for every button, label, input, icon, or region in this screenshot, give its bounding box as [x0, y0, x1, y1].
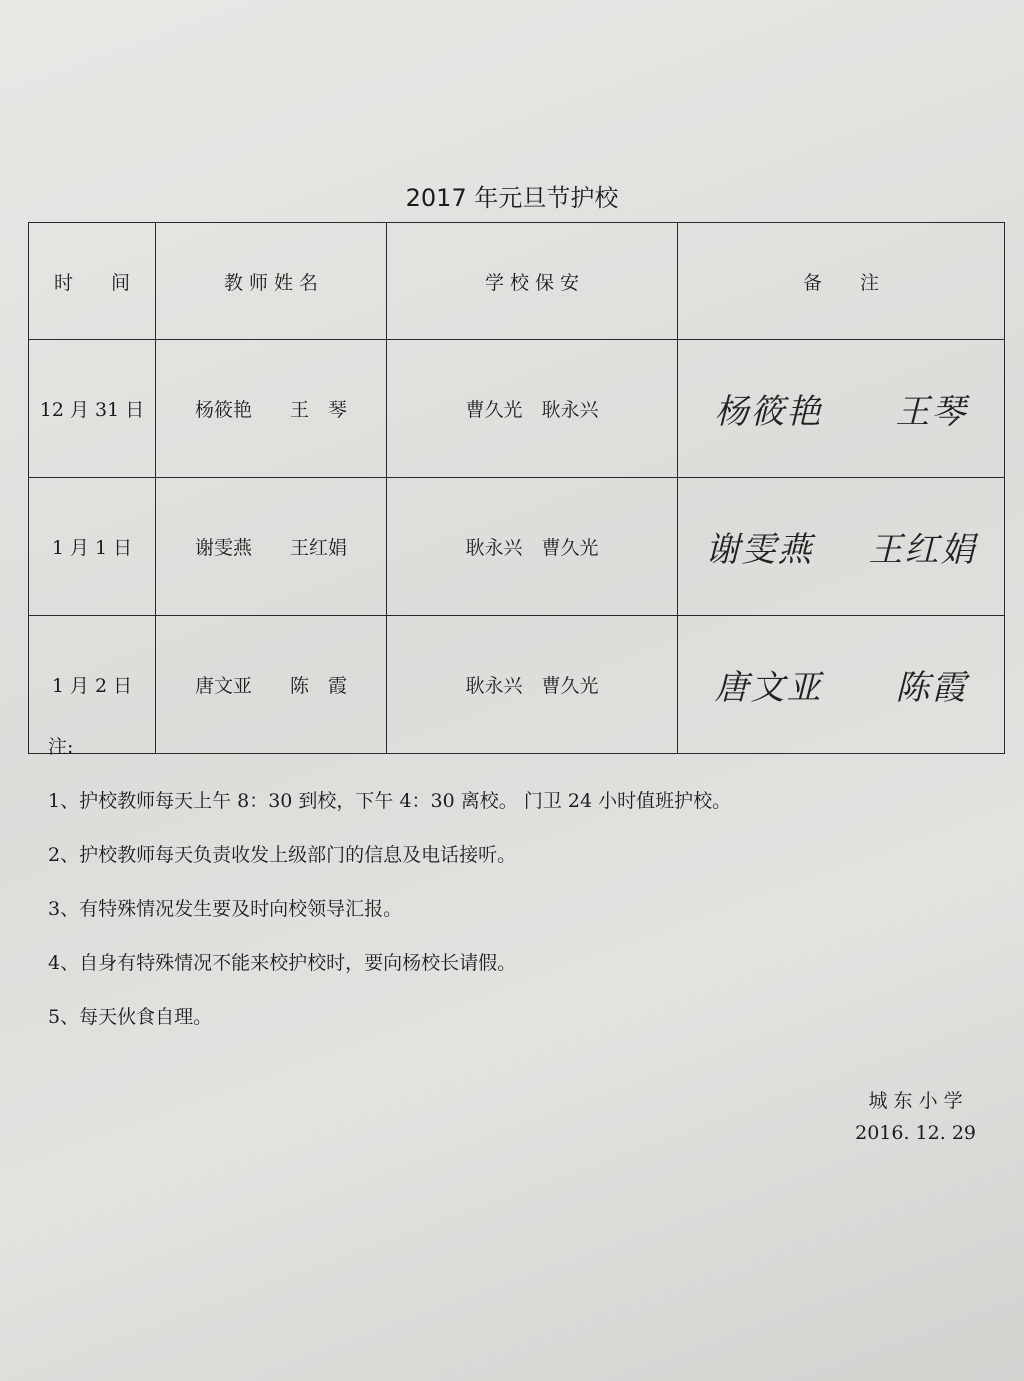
header-time: 时 间	[29, 223, 156, 340]
handwritten-signature: 杨筱艳	[714, 392, 823, 432]
note-item: 2、护校教师每天负责收发上级部门的信息及电话接听。	[48, 844, 517, 866]
row-date: 1 月 2 日	[29, 616, 156, 754]
row-signatures	[678, 478, 1005, 616]
header-guards: 学 校 保 安	[387, 223, 678, 340]
school-name: 城 东 小 学	[868, 1090, 963, 1112]
document-date: 2016. 12. 29	[855, 1122, 976, 1144]
row-guards: 耿永兴 曹久光	[387, 616, 678, 754]
row-date: 12 月 31 日	[29, 340, 156, 478]
header-teachers: 教 师 姓 名	[156, 223, 387, 340]
header-remarks: 备 注	[678, 223, 1005, 340]
handwritten-signature: 王琴	[895, 392, 968, 432]
handwritten-signature: 陈霞	[895, 668, 968, 708]
table-row	[29, 478, 1005, 616]
row-teachers: 杨筱艳 王 琴	[156, 340, 387, 478]
notes-section	[48, 732, 731, 1056]
footer-block	[855, 1085, 976, 1149]
table-row	[29, 340, 1005, 478]
note-item: 3、有特殊情况发生要及时向校领导汇报。	[48, 898, 403, 920]
note-item: 4、自身有特殊情况不能来校护校时，要向杨校长请假。	[48, 952, 517, 974]
row-signatures	[678, 340, 1005, 478]
handwritten-signature: 王红娟	[868, 530, 977, 570]
row-teachers: 谢雯燕 王红娟	[156, 478, 387, 616]
note-item: 5、每天伙食自理。	[48, 1006, 213, 1028]
handwritten-signature: 唐文亚	[714, 668, 823, 708]
notes-heading: 注:	[48, 736, 74, 758]
note-item: 1、护校教师每天上午 8：30 到校，下午 4：30 离校。 门卫 24 小时值班护校。	[48, 790, 732, 812]
document-title: 2017 年元旦节护校	[405, 184, 619, 212]
row-guards: 曹久光 耿永兴	[387, 340, 678, 478]
duty-table	[28, 222, 1005, 754]
row-teachers: 唐文亚 陈 霞	[156, 616, 387, 754]
row-guards: 耿永兴 曹久光	[387, 478, 678, 616]
table-header-row	[29, 223, 1005, 340]
handwritten-signature: 谢雯燕	[705, 530, 814, 570]
row-date: 1 月 1 日	[29, 478, 156, 616]
